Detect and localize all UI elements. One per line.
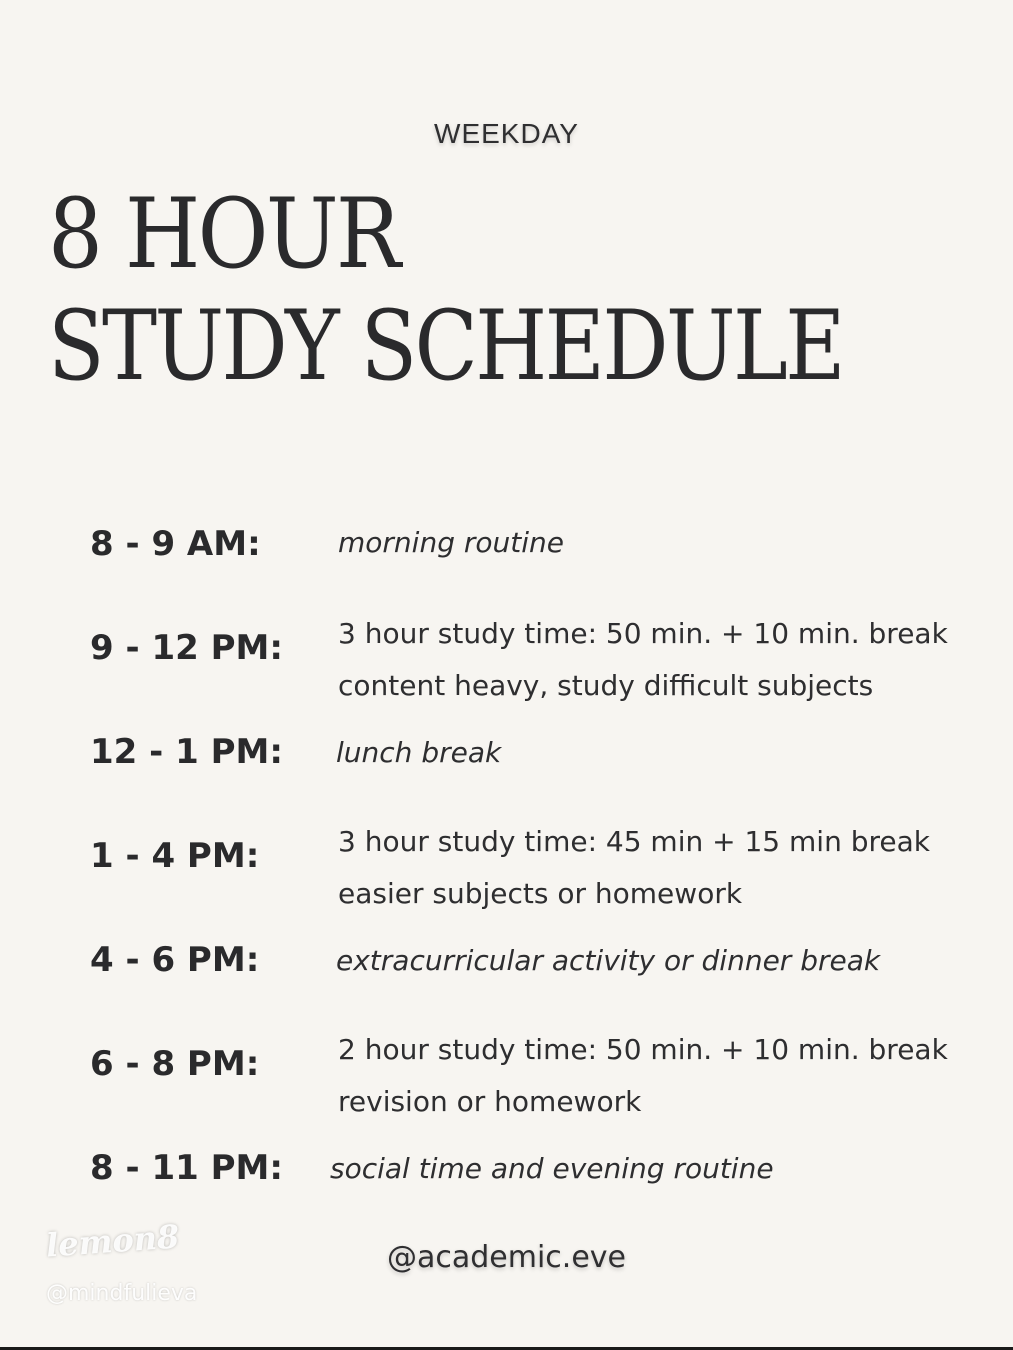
- schedule-description-detail: easier subjects or homework: [338, 877, 743, 910]
- schedule-description: 3 hour study time: 50 min. + 10 min. break: [338, 617, 948, 650]
- schedule-time: 8 - 9 AM:: [90, 524, 261, 564]
- schedule-description: social time and evening routine: [330, 1152, 774, 1185]
- watermark-logo: lemon8: [44, 1217, 181, 1265]
- page-subtitle: WEEKDAY: [434, 118, 579, 149]
- schedule-time: 4 - 6 PM:: [90, 940, 260, 980]
- schedule-time: 6 - 8 PM:: [90, 1044, 260, 1084]
- schedule-description: 3 hour study time: 45 min + 15 min break: [338, 825, 930, 858]
- schedule-description: 2 hour study time: 50 min. + 10 min. break: [338, 1033, 948, 1066]
- page-title-line-1: 8 HOUR: [48, 178, 399, 290]
- schedule-time: 8 - 11 PM:: [90, 1148, 283, 1188]
- schedule-time: 12 - 1 PM:: [90, 732, 283, 772]
- schedule-description-detail: revision or homework: [338, 1085, 642, 1118]
- schedule-description-detail: content heavy, study difficult subjects: [338, 669, 874, 702]
- schedule-description: morning routine: [338, 526, 564, 559]
- schedule-time: 9 - 12 PM:: [90, 628, 283, 668]
- schedule-description: lunch break: [336, 736, 502, 769]
- schedule-time: 1 - 4 PM:: [90, 836, 260, 876]
- author-handle: @academic.eve: [386, 1240, 627, 1275]
- schedule-description: extracurricular activity or dinner break: [336, 944, 881, 977]
- watermark-username: @mindfulieva: [46, 1281, 198, 1306]
- page-title-line-2: STUDY SCHEDULE: [48, 290, 843, 402]
